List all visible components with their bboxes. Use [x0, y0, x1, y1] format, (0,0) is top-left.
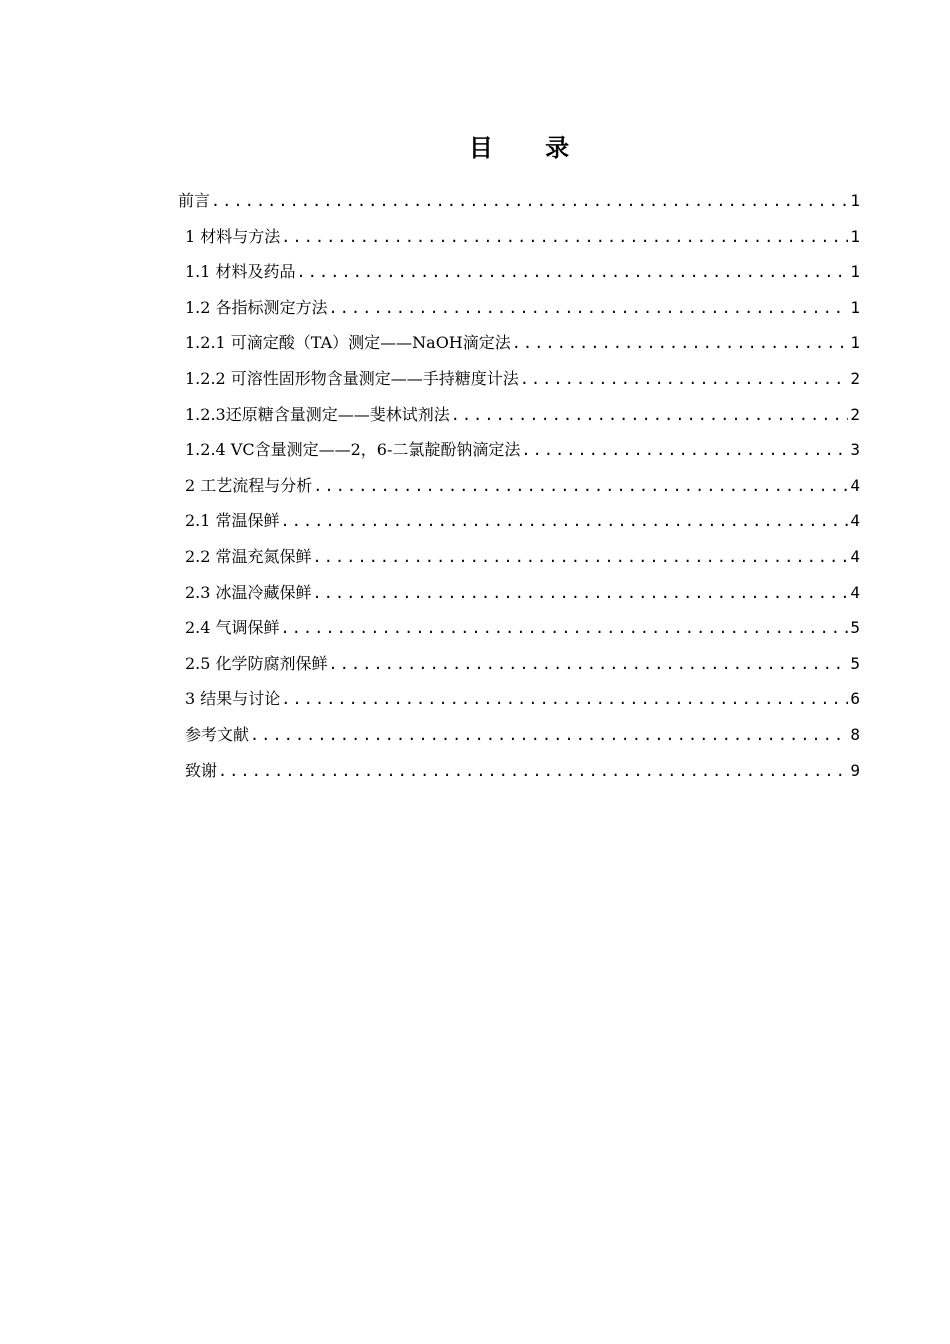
toc-entry-label: 2.1 常温保鲜: [185, 511, 280, 531]
toc-dot-leader: [451, 398, 849, 434]
toc-page-number: 1: [850, 191, 860, 210]
toc-entry[interactable]: [178, 290, 860, 326]
toc-entry-label: 1.2 各指标测定方法: [185, 297, 328, 317]
toc-page-number: 3: [850, 440, 860, 460]
toc-page-number: 5: [850, 653, 860, 673]
toc-dot-leader: [329, 647, 849, 683]
toc-entry-label: 2.3 冰温冷藏保鲜: [185, 582, 312, 602]
toc-entry-label: 参考文献: [185, 724, 250, 744]
toc-dot-leader: [281, 682, 848, 718]
toc-page-number: 1: [850, 262, 860, 282]
toc-dot-leader: [313, 469, 848, 505]
toc-page-number: 4: [850, 475, 860, 495]
toc-dot-leader: [313, 540, 849, 576]
toc-entry[interactable]: [178, 397, 860, 433]
table-of-contents: [178, 183, 860, 788]
toc-entry-label: 1.2.2 可溶性固形物含量测定——手持糖度计法: [185, 368, 519, 388]
toc-dot-leader: [281, 220, 848, 256]
toc-page-number: 9: [850, 760, 860, 780]
toc-entry-label: 1.2.4 VC含量测定——2，6-二氯靛酚钠滴定法: [185, 440, 521, 460]
toc-entry[interactable]: [178, 539, 860, 575]
toc-entry-label: 2 工艺流程与分析: [185, 475, 313, 495]
toc-page-number: 4: [850, 582, 860, 602]
toc-entry[interactable]: [178, 468, 860, 504]
toc-title: 目 录: [468, 134, 592, 162]
toc-page-number: 1: [850, 226, 860, 246]
toc-entry[interactable]: [178, 219, 860, 255]
toc-dot-leader: [297, 255, 849, 291]
toc-entry[interactable]: [178, 575, 860, 611]
toc-dot-leader: [520, 362, 849, 398]
toc-entry[interactable]: [178, 753, 860, 789]
toc-dot-leader: [218, 754, 848, 790]
toc-entry[interactable]: [178, 361, 860, 397]
toc-entry-label: 1.1 材料及药品: [185, 262, 296, 282]
toc-entry[interactable]: [178, 503, 860, 539]
toc-page-number: 1: [850, 333, 860, 353]
toc-entry-label: 3 结果与讨论: [185, 689, 281, 709]
toc-entry-label: 1.2.1 可滴定酸（TA）测定——NaOH滴定法: [185, 333, 511, 353]
toc-page-number: 2: [850, 404, 860, 424]
toc-entry[interactable]: [178, 183, 860, 219]
toc-entry-label: 2.2 常温充氮保鲜: [185, 546, 312, 566]
toc-page-number: 2: [850, 368, 860, 388]
toc-page-number: 6: [850, 689, 860, 709]
toc-entry-label: 前言: [178, 191, 211, 210]
toc-entry[interactable]: [178, 646, 860, 682]
toc-dot-leader: [250, 718, 848, 754]
toc-entry-label: 2.5 化学防腐剂保鲜: [185, 653, 328, 673]
toc-entry-label: 2.4 气调保鲜: [185, 618, 280, 638]
toc-entry[interactable]: [178, 325, 860, 361]
toc-dot-leader: [281, 504, 849, 540]
toc-page-number: 4: [850, 511, 860, 531]
toc-entry[interactable]: [178, 681, 860, 717]
toc-dot-leader: [281, 611, 849, 647]
toc-page-number: 5: [850, 618, 860, 638]
toc-entry-label: 1.2.3还原糖含量测定——斐林试剂法: [185, 404, 450, 424]
toc-entry-label: 致谢: [185, 760, 218, 780]
toc-page-number: 8: [850, 724, 860, 744]
toc-dot-leader: [512, 326, 849, 362]
toc-dot-leader: [313, 576, 849, 612]
toc-entry[interactable]: [178, 254, 860, 290]
toc-entry[interactable]: [178, 717, 860, 753]
toc-dot-leader: [329, 291, 849, 327]
toc-page-number: 4: [850, 546, 860, 566]
toc-dot-leader: [211, 184, 848, 220]
toc-entry[interactable]: [178, 610, 860, 646]
toc-dot-leader: [521, 433, 848, 469]
toc-entry[interactable]: [178, 432, 860, 468]
toc-entry-label: 1 材料与方法: [185, 226, 281, 246]
toc-page-number: 1: [850, 297, 860, 317]
